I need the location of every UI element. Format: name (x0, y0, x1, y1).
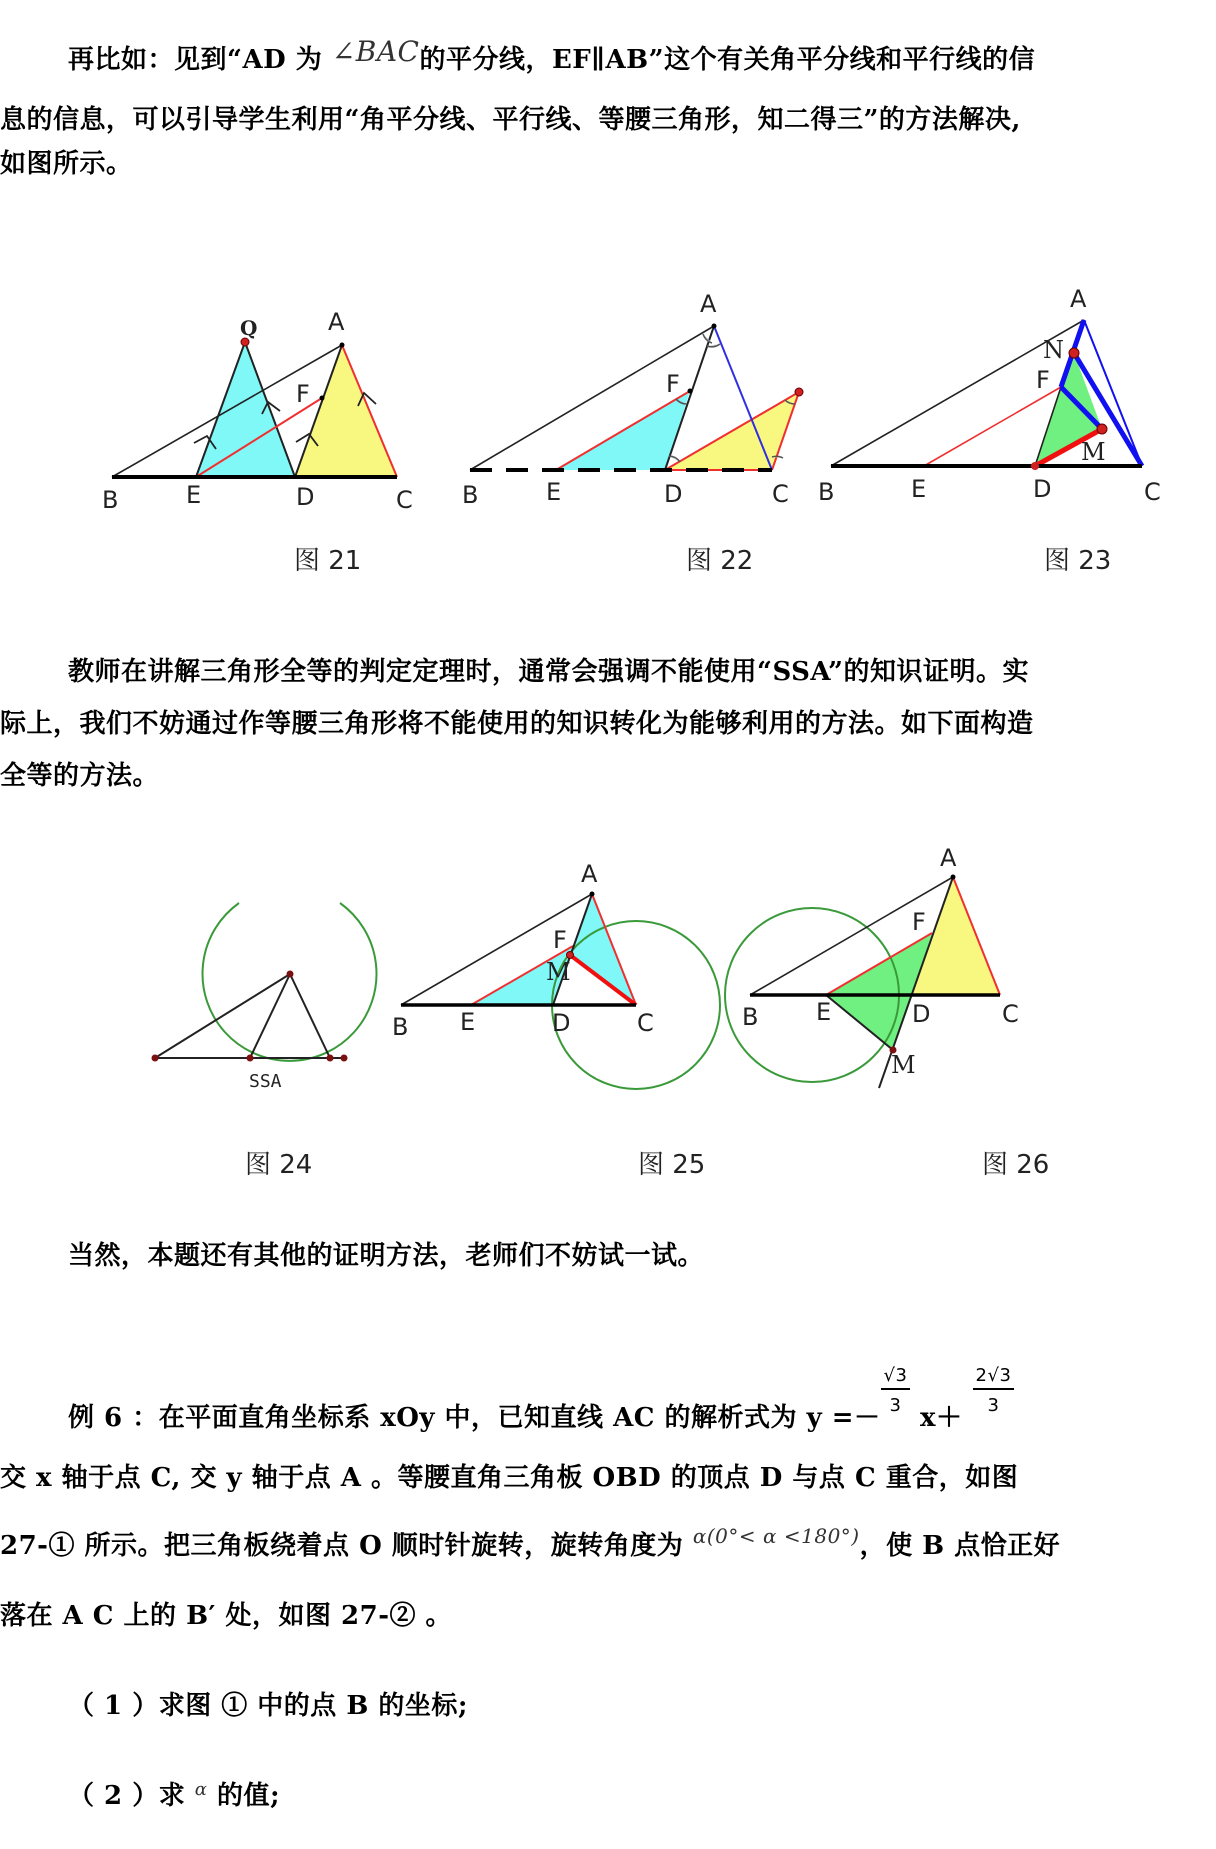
svg-text:M: M (546, 958, 571, 986)
paragraph1-line1-post: 的平分线，EF∥AB”这个有关角平分线和平行线的信 (419, 45, 1036, 75)
svg-text:E: E (546, 478, 562, 506)
figure-22-caption: 图 22 (686, 546, 754, 576)
svg-text:A: A (700, 290, 717, 318)
svg-text:E: E (911, 475, 927, 503)
svg-text:N: N (1043, 336, 1064, 364)
svg-text:D: D (912, 1000, 931, 1028)
example6-line1-mid: x＋ (910, 1403, 963, 1433)
svg-text:D: D (1033, 475, 1052, 503)
svg-text:A: A (940, 844, 957, 872)
figure-21-caption: 图 21 (294, 546, 362, 576)
example6-line3 (0, 1524, 1061, 1562)
svg-text:E: E (460, 1008, 476, 1036)
paragraph3-line1: 当然，本题还有其他的证明方法，老师们不妨试一试。 (68, 1241, 705, 1271)
fraction-2sqrt3-over-3: $\frac{2√3}{3}$ (973, 1366, 1015, 1416)
svg-text:C: C (396, 486, 413, 514)
paragraph1-line2: 息的信息，可以引导学生利用“角平分线、平行线、等腰三角形，知二得三”的方法解决, (0, 105, 1021, 135)
angle-bac-formula: ∠BAC (331, 35, 420, 68)
question-2-post: 的值; (207, 1781, 281, 1811)
svg-text:F: F (1036, 366, 1050, 394)
question-2 (68, 1780, 280, 1812)
svg-text:C: C (772, 480, 789, 508)
svg-text:D: D (552, 1009, 571, 1037)
fraction-sqrt3-over-3: $\frac{√3}{3}$ (881, 1366, 911, 1416)
svg-text:C: C (1002, 1000, 1019, 1028)
svg-text:Q: Q (240, 316, 258, 340)
figure-25-diagram (392, 860, 720, 1089)
svg-text:F: F (553, 926, 567, 954)
svg-text:E: E (816, 998, 832, 1026)
paragraph2-line1: 教师在讲解三角形全等的判定定理时，通常会强调不能使用“SSA”的知识证明。实 (68, 657, 1029, 687)
svg-text:E: E (186, 481, 202, 509)
svg-text:B: B (818, 478, 835, 506)
figure-25-caption: 图 25 (638, 1150, 706, 1180)
example6-line1-pre: 例 6 ：在平面直角坐标系 xOy 中，已知直线 AC 的解析式为 y =－ (68, 1403, 881, 1433)
svg-text:M: M (891, 1051, 916, 1079)
figure-24-caption: 图 24 (245, 1150, 313, 1180)
figure-26-diagram (725, 844, 1019, 1088)
question-1: （ 1 ）求图 ① 中的点 B 的坐标; (68, 1691, 468, 1721)
question-2-pre: （ 2 ）求 (68, 1781, 195, 1811)
example6-line3-pre: 27-① 所示。把三角板绕着点 O 顺时针旋转，旋转角度为 (0, 1531, 693, 1561)
alpha-range-formula: α(0°< α <180°) (692, 1524, 860, 1548)
example6-line4: 落在 A C 上的 B′ 处，如图 27-② 。 (0, 1601, 453, 1631)
svg-text:D: D (664, 480, 683, 508)
svg-text:F: F (296, 380, 310, 408)
figure-24-diagram (152, 903, 377, 1092)
svg-text:A: A (328, 308, 345, 336)
figure-26-caption: 图 26 (982, 1150, 1050, 1180)
figure-23-caption: 图 23 (1044, 546, 1112, 576)
alpha-symbol: α (194, 1779, 208, 1800)
svg-text:A: A (581, 860, 598, 888)
svg-text:D: D (296, 483, 315, 511)
paragraph2-line3: 全等的方法。 (0, 761, 160, 791)
paragraph2-line2: 际上，我们不妨通过作等腰三角形将不能使用的知识转化为能够利用的方法。如下面构造 (0, 709, 1034, 739)
example6-line3-post: ，使 B 点恰正好 (859, 1531, 1061, 1561)
svg-text:B: B (392, 1013, 409, 1041)
paragraph1-line1-pre: 再比如：见到“AD 为 (68, 45, 332, 75)
example6-line1 (68, 1365, 1014, 1444)
paragraph1-line3: 如图所示。 (0, 149, 133, 179)
svg-text:SSA: SSA (249, 1071, 282, 1092)
svg-text:M: M (1081, 438, 1106, 466)
svg-text:B: B (742, 1003, 759, 1031)
svg-text:C: C (637, 1009, 654, 1037)
svg-text:A: A (1070, 285, 1087, 313)
svg-text:F: F (912, 908, 926, 936)
example6-line2: 交 x 轴于点 C, 交 y 轴于点 A 。等腰直角三角板 OBD 的顶点 D 与点 C 重合，如图 (0, 1463, 1019, 1493)
svg-text:B: B (462, 481, 479, 509)
svg-text:B: B (102, 486, 119, 514)
svg-text:F: F (666, 370, 680, 398)
svg-text:C: C (1144, 478, 1161, 506)
